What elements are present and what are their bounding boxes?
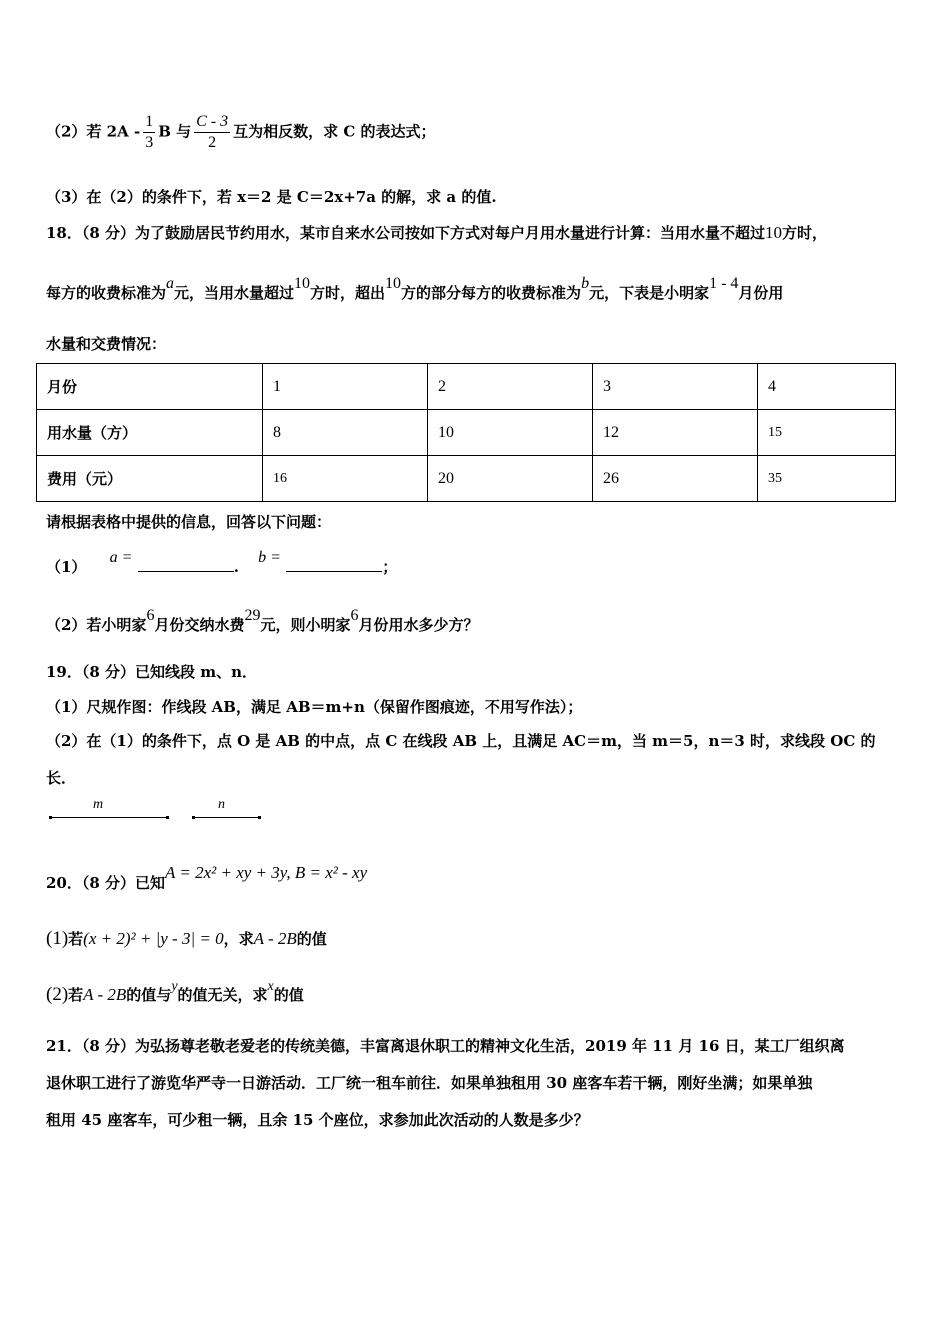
table-cell: 3	[593, 364, 758, 410]
segment-n-end-point	[258, 816, 261, 819]
q17-2-suffix: 互为相反数，求 C 的表达式；	[233, 122, 436, 141]
q19-line3: （2）在（1）的条件下，点 O 是 AB 的中点，点 C 在线段 AB 上，且满足 AC＝m，当 m＝5，n＝3 时，求线段 OC 的	[46, 732, 876, 750]
table-row	[37, 364, 896, 410]
table-header-cell: 用水量（方）	[37, 410, 263, 456]
fraction-one-third: $\frac{1}{3}$	[145, 113, 154, 151]
table-cell: 20	[428, 456, 593, 502]
q21-line2: 退休职工进行了游览华严寺一日游活动．工厂统一租车前往．如果单独租用 30 座客车若干辆，刚好坐满；如果单独	[46, 1074, 813, 1092]
table-cell: 15	[758, 410, 896, 456]
q17-2-mid: B 与	[158, 122, 192, 141]
q21-line3: 租用 45 座客车，可少租一辆，且余 15 个座位，求参加此次活动的人数是多少？	[46, 1111, 589, 1129]
table-cell: 16	[263, 456, 428, 502]
segment-n-label: n	[218, 797, 225, 812]
table-cell: 4	[758, 364, 896, 410]
q17-part3: （3）在（2）的条件下，若 x＝2 是 C＝2x+7a 的解，求 a 的值.	[46, 188, 497, 206]
q20-formula: A = 2x² + xy + 3y, B = x² - xy	[165, 863, 368, 882]
q18-sub1: （1） a = . b = ；	[46, 549, 398, 576]
q18-line1: 18．（8 分）为了鼓励居民节约用水，某市自来水公司按如下方式对每户月用水量进行计算：当用水量不超过10方时，	[46, 223, 828, 242]
q18-line2: 每方的收费标准为a元，当用水量超过10方时，超出10方的部分每方的收费标准为b元，下表是小明家1 - 4月份用	[46, 275, 784, 302]
answer-blank-b[interactable]	[286, 555, 382, 572]
answer-blank-a[interactable]	[138, 555, 234, 572]
var-a: a	[166, 275, 175, 292]
segment-m-start-point	[49, 816, 52, 819]
table-cell: 26	[593, 456, 758, 502]
table-cell: 8	[263, 410, 428, 456]
table-cell: 1	[263, 364, 428, 410]
q20-sub1: (1)若(x + 2)² + |y - 3| = 0，求A - 2B的值	[46, 928, 327, 949]
table-header-cell: 费用（元）	[37, 456, 263, 502]
table-header-cell: 月份	[37, 364, 263, 410]
q17-part2	[46, 112, 435, 153]
q20-sub2: (2)若A - 2B的值与y的值无关，求x的值	[46, 979, 304, 1005]
month-range: 1 - 4	[709, 275, 739, 292]
segment-m-label: m	[93, 797, 104, 812]
q17-2-prefix: （2）若 2A -	[46, 122, 141, 141]
table-cell: 12	[593, 410, 758, 456]
water-usage-table	[36, 363, 896, 502]
table-row	[37, 410, 896, 456]
table-cell: 35	[758, 456, 896, 502]
q18-line3: 水量和交费情况：	[46, 335, 167, 353]
segment-n-start-point	[192, 816, 195, 819]
table-cell: 10	[428, 410, 593, 456]
table-row	[37, 456, 896, 502]
segment-m-end-point	[166, 816, 169, 819]
segment-m	[50, 817, 168, 818]
table-cell: 2	[428, 364, 593, 410]
q18-prompt: 请根据表格中提供的信息，回答以下问题：	[46, 513, 332, 531]
q19-line1: 19．（8 分）已知线段 m、n．	[46, 663, 258, 681]
q19-line4: 长．	[46, 769, 77, 787]
q20-sub1-formula: (x + 2)² + |y - 3| = 0	[83, 929, 224, 948]
segment-n	[193, 817, 260, 818]
var-b: b	[581, 275, 590, 292]
fraction-c-minus-3-over-2: $\frac{C - 3}{2}$	[196, 113, 229, 151]
q20-intro: 20．（8 分）已知A = 2x² + xy + 3y, B = x² - xy	[46, 863, 368, 892]
q18-sub2: （2）若小明家6月份交纳水费29元，则小明家6月份用水多少方？	[46, 607, 479, 634]
q21-line1: 21．（8 分）为弘扬尊老敬老爱老的传统美德，丰富离退休职工的精神文化生活，2019 年 11 月 16 日，某工厂组织离	[46, 1037, 845, 1055]
q19-line2: （1）尺规作图：作线段 AB，满足 AB＝m+n（保留作图痕迹，不用写作法）；	[46, 698, 583, 716]
